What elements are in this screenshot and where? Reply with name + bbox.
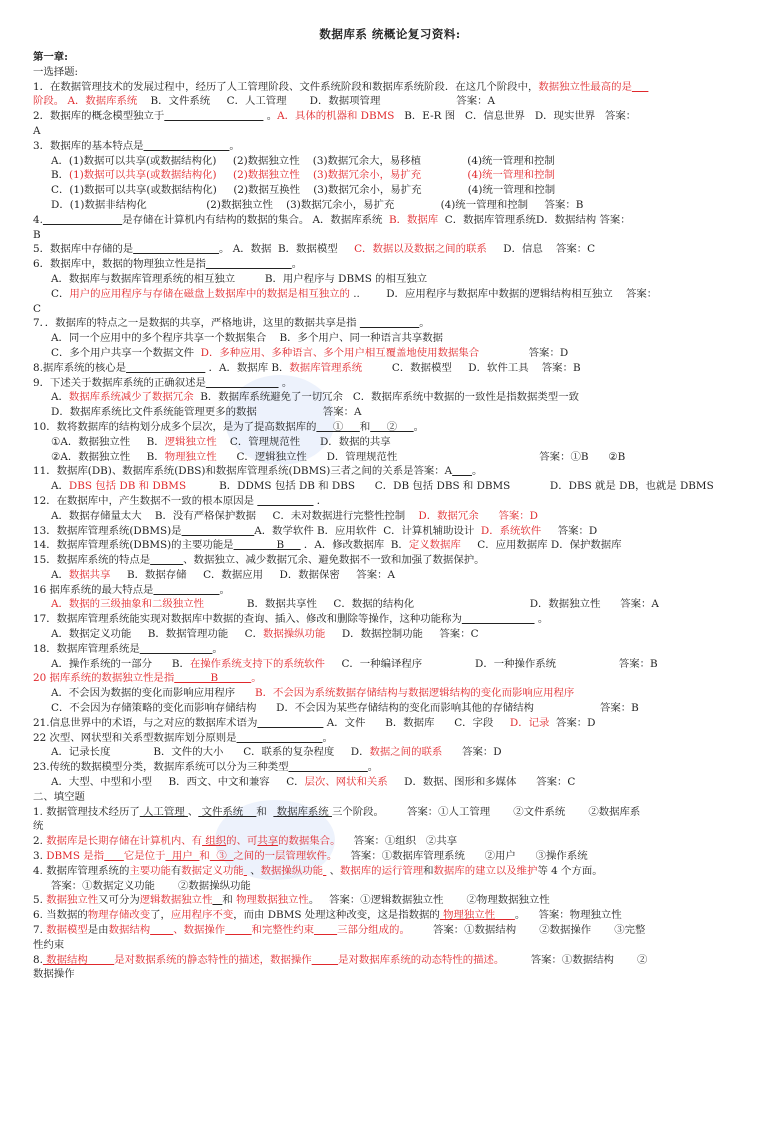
highlighted-answer-text: 在操作系统支持下的系统软件 [189, 657, 325, 670]
document-line [33, 316, 733, 331]
line-text: 。 [219, 583, 230, 596]
document-line [33, 790, 733, 805]
line-text: 。 [534, 613, 549, 626]
document-line [33, 376, 733, 391]
highlighted-answer-text: 逻辑独立性 [164, 435, 217, 448]
document-line [33, 405, 733, 420]
document-line [33, 242, 733, 257]
line-text: 2．数据库的概念模型独立于 [33, 110, 165, 123]
answer-blank: 数据库系统 [273, 805, 332, 818]
line-text: 13．数据库管理系统(DBMS)是 [33, 524, 182, 537]
line-text: 9．下述关于数据库系统的正确叙述是 [33, 376, 206, 389]
line-text: 答案：D [549, 716, 596, 729]
line-text: .. D．应用程序与数据库中数据的逻辑结构相互独立 答案： [349, 287, 658, 300]
line-text: A．数学软件 B．应用软件 C．计算机辅助设计 [254, 524, 481, 537]
document-line [33, 213, 733, 228]
line-text: 5. [33, 894, 47, 907]
document-line [33, 361, 733, 376]
line-text: 答案：D [442, 746, 502, 759]
line-text: 、 [187, 805, 199, 818]
line-text: C．一种编译程序 D．一种操作系统 答案：B [324, 657, 658, 670]
line-text: C．不会因为存储策略的变化而影响存储结构 D．不会因为某些存储结构的变化而影响其他的存储结构 答案：B [51, 702, 639, 715]
line-text: 有 [170, 864, 182, 877]
answer-blank [43, 214, 122, 226]
document-line [33, 805, 733, 820]
answer-blank [257, 495, 313, 507]
line-text: 一选择题: [33, 65, 79, 78]
document-line [33, 346, 733, 361]
line-text: 6．数据库中，数据的物理独立性是指 [33, 258, 206, 271]
answer-blank [212, 894, 222, 906]
answer-blank: 物理独立性 [439, 909, 515, 922]
highlighted-answer-text: 主要功能 [129, 864, 171, 877]
line-text: D．数据控制功能 答案：C [325, 628, 479, 641]
answer-blank: B [233, 539, 301, 552]
highlighted-answer-text: 物理存储改变 [87, 909, 151, 922]
line-text: 2. [33, 835, 47, 848]
line-text: B．文件系统 C．人工管理 D．数据项管理 答案：A [137, 95, 495, 108]
highlighted-answer-text: 数据独立性 [46, 894, 99, 907]
highlighted-answer-text: 层次、网状和关系 [304, 776, 388, 789]
line-text: A． [51, 480, 69, 493]
document-line [33, 479, 733, 494]
line-text: 4. 数据库管理系统的 [33, 864, 130, 877]
answer-blank [257, 717, 323, 729]
line-text: C [33, 302, 41, 315]
highlighted-answer-text: 数据库的建立以及维护 [433, 864, 538, 877]
highlighted-answer-text: 逻辑数据独立性 [139, 894, 213, 907]
highlighted-answer-text: C．数据以及数据之间的联系 [354, 243, 487, 256]
answer-blank: ② [370, 420, 414, 433]
line-text: 17．数据库管理系统能实现对数据库中数据的查询、插入、修改和删除等操作，这种功能称为 [33, 613, 462, 626]
line-text: 7. [33, 924, 47, 937]
highlighted-answer-text: 它是位于 [123, 850, 166, 863]
document-line [33, 524, 733, 539]
highlighted-answer-text: A．具体的机器和 DBMS [277, 110, 395, 123]
document-line [33, 331, 733, 346]
highlighted-answer-text: D．记录 [509, 716, 550, 729]
answer-blank [312, 954, 338, 966]
document-line [33, 731, 733, 746]
answer-blank [150, 554, 183, 566]
line-text: 数据操作 [33, 968, 75, 981]
highlighted-answer-text: 、 [173, 924, 184, 937]
answer-blank [164, 110, 263, 122]
line-text: 。 [413, 420, 425, 433]
document-line [33, 716, 733, 731]
highlighted-answer-text: 和 [199, 850, 210, 863]
line-text: 答案：①数据库管理系统 ②用户 ③操作系统 [337, 850, 588, 863]
answer-blank [360, 317, 419, 329]
line-text: C．(1)数据可以共享(或数据结构化) (2)数据互换性 (3)数据冗余小，易扩充 (4)统一管理和控制 [51, 184, 556, 197]
line-text: 22 次型、网状型和关系型数据库划分原则是 [33, 731, 237, 744]
answer-blank: 人工管理 [139, 805, 188, 818]
document-line [33, 686, 733, 701]
document-line [33, 627, 733, 642]
highlighted-answer-text: 数据模型 [46, 924, 88, 937]
answer-blank [225, 924, 251, 936]
highlighted-answer-text: 物理独立性 [164, 450, 217, 463]
document-line [33, 494, 733, 509]
line-text: 了， [150, 909, 171, 922]
document-line [33, 953, 733, 968]
document-line [33, 642, 733, 657]
highlighted-answer-text: 数据定义功能 [181, 864, 244, 877]
document-line [33, 198, 733, 213]
line-text: A．文件 B．数据库 C．字段 [323, 716, 510, 729]
line-text: B．数据库系统避免了一切冗余 C．数据库系统中数据的一致性是指数据类型一致 [193, 391, 579, 404]
line-text: 又可分为 [98, 894, 140, 907]
document-line [33, 657, 733, 672]
document-line [33, 893, 733, 908]
answer-blank [153, 584, 219, 596]
line-text: 。 [291, 258, 303, 271]
line-text: 18．数据库管理系统是 [33, 642, 140, 655]
document-line [33, 568, 733, 583]
line-text: B． [51, 169, 70, 182]
highlighted-answer-text: 和完整性约束 [251, 924, 314, 937]
document-line [33, 302, 733, 317]
highlighted-answer-text: 数据之间的联系 [369, 746, 443, 759]
document-line [33, 745, 733, 760]
line-text: 7．．数据库的特点之一是数据的共享，严格地讲，这里的数据共享是指 [33, 317, 360, 330]
line-text: A．(1)数据可以共享(或数据结构化) (2)数据独立性 (3)数据冗余大，易移植 (4)统一管理和控制 [51, 154, 555, 167]
line-text: 是存储在计算机内有结构的数据的集合。 A．数据库系统 [122, 213, 389, 226]
line-text: B [33, 228, 41, 241]
line-text: A [33, 124, 41, 137]
line-text: 。 A．数据 B．数据模型 [219, 243, 355, 256]
highlighted-answer-text: 用户的应用程序与存储在磁盘上数据库中的数据是相互独立的 [69, 287, 350, 300]
line-text: A．大型、中型和小型 B．西文、中文和兼容 C． [51, 776, 305, 789]
document-line [33, 272, 733, 287]
line-text: 。 [367, 761, 379, 774]
line-text: ． [313, 494, 328, 507]
answer-blank [126, 362, 205, 374]
line-text: B．DDMS 包括 DB 和 DBS C．DB 包括 DBS 和 DBMS D．DBS 就是 DB，也就是 DBMS [186, 480, 714, 493]
document-line [33, 50, 733, 65]
line-text: 第一章: [33, 51, 69, 63]
line-text: A．记录长度 B．文件的大小 C．联系的复杂程度 D． [51, 746, 370, 759]
highlighted-answer-text: 物理数据独立性 [236, 894, 309, 907]
answer-blank: 组织 [202, 835, 227, 848]
line-text: A．数据库与数据库管理系统的相互独立 B．用户程序与 DBMS 的相互独立 [51, 272, 428, 285]
document-line [33, 65, 733, 80]
highlighted-answer-text: B．数据库 [389, 213, 439, 226]
line-text: D．信息 答案：C [486, 243, 596, 256]
answer-blank [133, 243, 219, 255]
document-line [33, 612, 733, 627]
line-text: 。 [263, 110, 278, 123]
line-text: 15．数据库系统的特点是 [33, 554, 151, 567]
document-line [33, 109, 733, 124]
document-line [33, 287, 733, 302]
line-text: 答案：①组织 ②共享 [340, 835, 458, 848]
line-text: A．数据存储量太大 B．没有严格保护数据 C．未对数据进行完整性控制 [51, 509, 419, 522]
document-line [33, 390, 733, 405]
line-text: 3. [33, 850, 47, 863]
line-text: ，而由 DBMS 处理这种改变，这是指数据的 [233, 909, 440, 922]
document-line [33, 819, 733, 834]
line-text: 14．数据库管理系统(DBMS)的主要功能是 [33, 539, 234, 552]
line-text: ①A．数据独立性 B． [51, 435, 165, 448]
line-text: C．数据库管理系统D．数据结构 答案： [438, 213, 631, 226]
line-text: A．操作系统的一部分 B． [51, 657, 190, 670]
line-text: 。 [471, 465, 483, 478]
document-line [33, 94, 733, 109]
line-text: 。 [229, 139, 240, 152]
document-line [33, 923, 733, 938]
highlighted-answer-text: 数据操纵功能 [260, 864, 323, 877]
line-text: 统 [33, 820, 44, 833]
line-text: 1．在数据管理技术的发展过程中，经历了人工管理阶段、文件系统阶段和数据库系统阶段．在这几个阶段中， [33, 80, 539, 93]
answer-blank [289, 761, 368, 773]
document-line [33, 938, 733, 953]
answer-blank [206, 258, 292, 270]
line-text: 等 4 个方面。 [537, 864, 603, 877]
answer-blank: 用户 [165, 850, 200, 863]
line-text: 和 [423, 864, 434, 877]
line-text: 。 [278, 376, 293, 389]
line-text: 5．数据库中存储的是 [33, 243, 134, 256]
highlighted-answer-text: 应用程序不变 [170, 909, 234, 922]
document-line [33, 420, 733, 435]
line-text: B．数据存储 C．数据应用 D．数据保密 答案：A [110, 568, 395, 581]
document-line [33, 168, 733, 183]
document-title: 数据库系 统概论复习资料: [319, 27, 461, 41]
line-text: 是由 [87, 924, 109, 937]
answer-blank [140, 643, 213, 655]
document-line [33, 775, 733, 790]
line-text: ②A．数据独立性 B． [51, 450, 165, 463]
document-line [33, 864, 733, 879]
line-text: 答案：①数据定义功能 ②数据操纵功能 [51, 879, 251, 892]
line-text: C． [51, 287, 70, 300]
highlighted-answer-text: 20 据库系统的数据独立性是指 [33, 672, 175, 685]
document-line [33, 538, 733, 553]
document-line [33, 908, 733, 923]
answer-blank: B [174, 672, 252, 685]
line-text: 8. [33, 953, 43, 966]
line-text: B．E-R 图 C．信息世界 D．现实世界 答案： [394, 110, 637, 123]
document-line [33, 124, 733, 139]
line-text: 1. 数据管理技术经历了 [33, 805, 140, 818]
highlighted-answer-text: 数据结构 [108, 924, 151, 937]
document-line [33, 257, 733, 272]
highlighted-answer-text: 数据操纵功能 [262, 628, 326, 641]
line-text: B．数据共享性 C．数据的结构化 D．数据独立性 答案：A [203, 598, 659, 611]
answer-blank [206, 377, 279, 389]
line-text: 。 答案：①逻辑数据独立性 ②物理数据独立性 [308, 894, 550, 907]
line-text: C．数据模型 D．软件工具 答案：B [362, 361, 581, 374]
line-text: ．A．数据库 B． [205, 361, 290, 374]
highlighted-answer-text: 数据库的运行管理 [340, 864, 424, 877]
document-body [33, 50, 733, 982]
line-text: 性约束 [33, 938, 65, 951]
answer-blank: 共享 [257, 835, 279, 848]
line-text: 答案：D [541, 524, 598, 537]
highlighted-answer-text: DBMS 是指 [46, 850, 105, 863]
highlighted-answer-text: 的、可 [226, 835, 258, 848]
line-text: 。 [212, 642, 223, 655]
highlighted-answer-text: 阶段。 A．数据库系统 [33, 95, 138, 108]
line-text: 3．数据库的基本特点是 [33, 139, 144, 152]
highlighted-answer-text: 的数据集合。 [278, 835, 341, 848]
line-text: 和 [222, 894, 237, 907]
document-line [33, 139, 733, 154]
document-line [33, 834, 733, 849]
line-text: 答案：D [479, 346, 569, 359]
document-line [33, 879, 733, 894]
document-line [33, 509, 733, 524]
highlighted-answer-text: 数据独立性最高的是 [538, 80, 632, 93]
highlighted-answer-text: 数据库管理系统 [289, 361, 363, 374]
line-text: 、 [326, 864, 341, 877]
document-line [33, 583, 733, 598]
document-line [33, 849, 733, 864]
document-line [33, 760, 733, 775]
document-line [33, 435, 733, 450]
highlighted-answer-text: 是对数据系统的静态特性的描述，数据操作 [114, 953, 312, 966]
line-text: 4. [33, 213, 43, 226]
highlighted-answer-text: 数据共享 [68, 568, 111, 581]
line-text: C．管理规范性 D．数据的共享 [216, 435, 391, 448]
line-text: D．数据库系统比文件系统能管理更多的数据 答案：A [51, 406, 362, 419]
highlighted-answer-text: 是对数据库系统的动态特性的描述。 [338, 953, 505, 966]
line-text: A．不会因为数据的变化而影响应用程序 [51, 687, 255, 700]
line-text: 12．在数据库中，产生数据不一致的根本原因是 [33, 494, 258, 507]
highlighted-answer-text: 三部分组成的。 [337, 924, 410, 937]
line-text: 答案：①数据结构 ②数据操作 ③完整 [409, 924, 646, 937]
answer-blank [462, 613, 535, 625]
line-text: 8.据库系统的核心是 [33, 361, 127, 374]
line-text: 21.信息世界中的术语，与之对应的数据库术语为 [33, 716, 258, 729]
line-text: C．应用数据库 D．保护数据库 [460, 539, 622, 552]
highlighted-answer-text: 数据操作 [183, 924, 226, 937]
line-text: A．同一个应用中的多个程序共享一个数据集合 B．多个用户、同一种语言共享数据 [51, 332, 444, 345]
line-text: A．数据定义功能 B．数据管理功能 C． [51, 628, 263, 641]
line-text: A． [51, 391, 69, 404]
answer-blank [632, 81, 649, 93]
line-text: 三个阶段。 答案：①人工管理 ②文件系统 ②数据库系 [331, 805, 641, 818]
highlighted-answer-text: 之间的一层管理软件。 [233, 850, 338, 863]
highlighted-answer-text: D．系统软件 [480, 524, 542, 537]
highlighted-answer-text: 数据库是长期存储在计算机内、有 [46, 835, 203, 848]
answer-blank: 数据结构 [42, 953, 115, 966]
document-line [33, 228, 733, 243]
line-text: 答案：①数据结构 ② [504, 953, 648, 966]
line-text: 10．数将数据库的结构划分成多个层次，是为了提高数据库的 [33, 420, 317, 433]
answer-blank [314, 924, 337, 936]
highlighted-answer-text: 。 [251, 672, 262, 685]
highlighted-answer-text: DBS 包括 DB 和 DBMS [68, 480, 187, 493]
document-line [33, 701, 733, 716]
line-text: 11．数据库(DB)、数据库系统(DBS)和数据库管理系统(DBMS)三者之间的关系是答案：A [33, 465, 453, 478]
document-line [33, 671, 733, 686]
document-line [33, 464, 733, 479]
line-text: 16 据库系统的最大特点是 [33, 583, 154, 596]
line-text: 和 [359, 420, 371, 433]
line-text: 、数据独立、减少数据冗余、避免数据不一致和加强了数据保护。 [183, 554, 485, 567]
document-line [33, 154, 733, 169]
answer-blank: ① [316, 420, 360, 433]
line-text: 6. 当数据的 [33, 909, 88, 922]
highlighted-answer-text: D．多种应用、多种语言、多个用户相互覆盖地使用数据集合 [200, 346, 480, 359]
answer-blank [182, 525, 255, 537]
highlighted-answer-text: 定义数据库 [408, 539, 461, 552]
answer-blank [150, 924, 173, 936]
answer-blank [237, 732, 323, 744]
line-text: D．数据、图形和多媒体 答案：C [387, 776, 576, 789]
line-text: A． [51, 568, 69, 581]
line-text: 二、填空题 [33, 790, 85, 803]
highlighted-answer-text: (1)数据可以共享(或数据结构化) (2)数据独立性 (3)数据冗余小，易扩充 (4)统一管理和控制 [69, 169, 555, 182]
line-text: 23.传统的数据模型分类，数据库系统可以分为三种类型 [33, 761, 289, 774]
document-line [33, 597, 733, 612]
document-line [33, 553, 733, 568]
line-text: 和 [256, 805, 274, 818]
document-line [33, 80, 733, 95]
highlighted-answer-text: B．不会因为系统数据存储结构与数据逻辑结构的变化而影响应用程序 [254, 687, 575, 700]
line-text: D．(1)数据非结构化 (2)数据独立性 (3)数据冗余小，易扩充 (4)统一管理和控制 答案：B [51, 198, 584, 211]
line-text: 。 [322, 731, 333, 744]
line-text: C．逻辑独立性 D．管理规范性 答案：①B ②B [216, 450, 626, 463]
answer-blank [104, 850, 124, 862]
line-text: C．多个用户共享一个数据文件 [51, 346, 201, 359]
answer-blank [452, 465, 472, 477]
highlighted-answer-text: D．数据冗余 答案：D [418, 509, 538, 522]
line-text: 。 [419, 317, 430, 330]
answer-blank: ③ [209, 850, 234, 863]
highlighted-answer-text: A．数据的三级抽象和二级独立性 [51, 598, 204, 611]
answer-blank: 文件系统 [198, 805, 257, 818]
line-text: 。 答案：物理独立性 [514, 909, 622, 922]
line-text: 、 [246, 864, 261, 877]
document-line [33, 450, 733, 465]
answer-blank [144, 140, 230, 152]
highlighted-answer-text: 数据库系统减少了数据冗余 [68, 391, 194, 404]
line-text: ．A．修改数据库 B． [300, 539, 409, 552]
document-line [33, 183, 733, 198]
document-line [33, 967, 733, 982]
